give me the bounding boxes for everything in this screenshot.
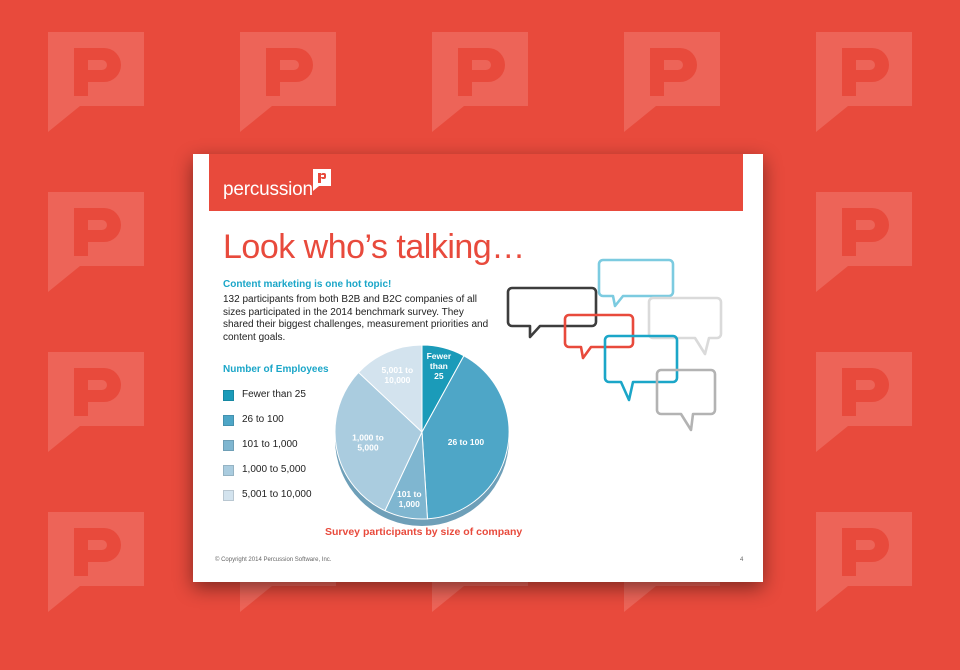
speech-bubble-dark-icon <box>508 288 596 337</box>
speech-bubble-light-gray-icon <box>649 298 721 354</box>
pie-slice-label: 26 to 100 <box>447 436 485 447</box>
pie-slice-label: Fewer than 25 <box>426 351 452 382</box>
pie-slice-label: 1,000 to 5,000 <box>352 432 384 453</box>
legend-title: Number of Employees <box>223 364 329 375</box>
speech-bubble-blue-icon <box>605 336 677 400</box>
copyright-text: © Copyright 2014 Percussion Software, Inc. <box>215 557 332 563</box>
brand-name: percussion <box>223 179 313 200</box>
background-p-logo-icon <box>432 32 528 132</box>
background-p-logo-icon <box>816 32 912 132</box>
legend-label: Fewer than 25 <box>242 389 306 400</box>
legend-label: 1,000 to 5,000 <box>242 464 306 475</box>
page-number: 4 <box>740 557 744 563</box>
background-p-logo-icon <box>48 32 144 132</box>
background-p-logo-icon <box>240 32 336 132</box>
speech-bubbles-illustration <box>193 154 763 582</box>
background-p-logo-icon <box>48 192 144 292</box>
slide-subtitle: Content marketing is one hot topic! <box>223 279 392 290</box>
background-p-logo-icon <box>48 512 144 612</box>
background-p-logo-icon <box>816 512 912 612</box>
chart-caption: Survey participants by size of company <box>325 526 523 538</box>
slide-title: Look who’s talking… <box>223 228 525 266</box>
slide-card <box>193 154 763 582</box>
legend-label: 101 to 1,000 <box>242 439 298 450</box>
speech-bubble-gray-icon <box>657 370 715 430</box>
background-p-logo-icon <box>48 352 144 452</box>
legend-label: 26 to 100 <box>242 414 284 425</box>
pie-slice-label: 101 to 1,000 <box>396 488 422 509</box>
background-p-logo-icon <box>816 352 912 452</box>
legend-label: 5,001 to 10,000 <box>242 489 312 500</box>
pie-slice-label: 5,001 to 10,000 <box>381 365 414 386</box>
background-p-logo-icon <box>816 192 912 292</box>
slide-body-text: 132 participants from both B2B and B2C companies of all sizes participated in the 2014 benchmark survey. They shared their biggest challenges, measurement priorities and content goals. <box>223 294 489 343</box>
background-p-logo-icon <box>624 32 720 132</box>
